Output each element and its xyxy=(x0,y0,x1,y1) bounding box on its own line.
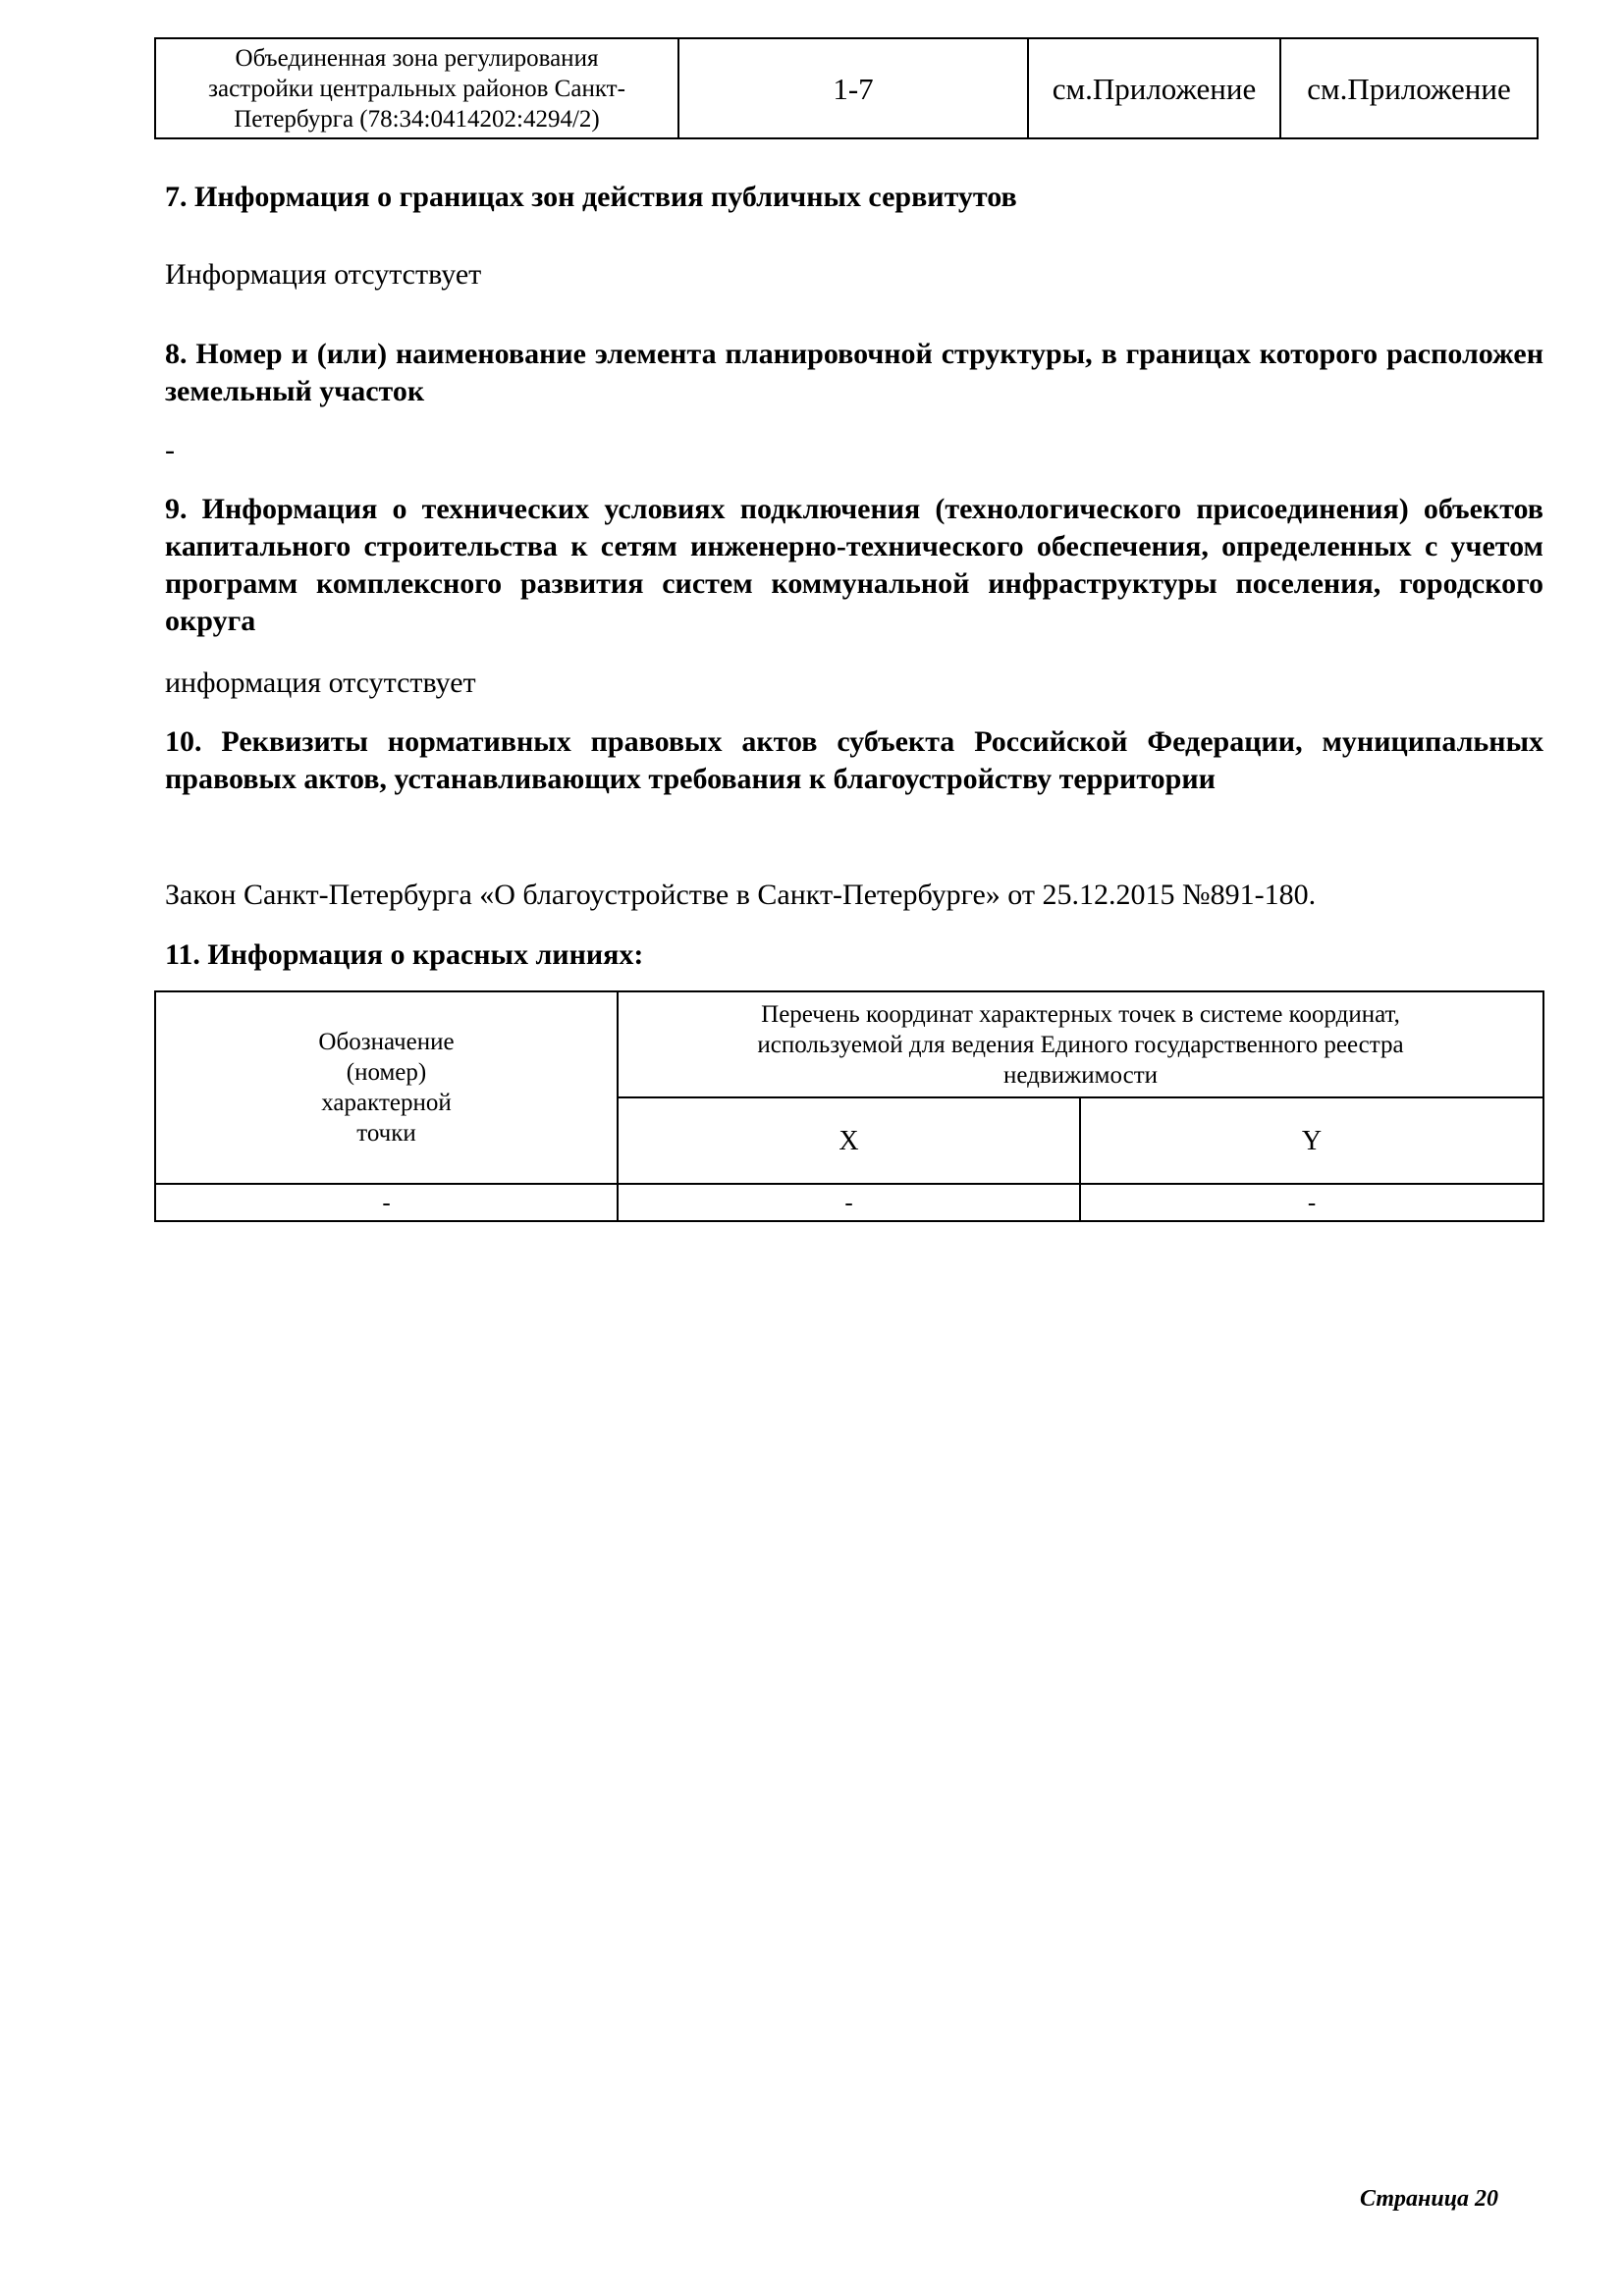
table-header-row xyxy=(155,991,1543,1097)
zone-name-line: застройки центральных районов Санкт- xyxy=(208,75,625,102)
header-x-cell: X xyxy=(618,1097,1080,1184)
header-coords-line: используемой для ведения Единого государственного реестра xyxy=(757,1031,1404,1058)
section-9-body: информация отсутствует xyxy=(165,667,476,699)
zone-parts-cell: 1-7 xyxy=(678,38,1028,138)
zone-table xyxy=(154,37,1539,139)
zone-name-cell xyxy=(155,38,678,138)
zone-name-line: Объединенная зона регулирования xyxy=(235,44,599,72)
header-point-line: Обозначение xyxy=(318,1029,455,1055)
header-y-cell: Y xyxy=(1080,1097,1543,1184)
point-cell: - xyxy=(155,1184,618,1221)
zone-name-line: Петербурга (78:34:0414202:4294/2) xyxy=(234,105,600,133)
section-7-heading: 7. Информация о границах зон действия публичных сервитутов xyxy=(165,181,1017,213)
section-10-heading: 10. Реквизиты нормативных правовых актов субъекта Российской Федерации, муниципальных правовых актов, устанавливающих требования к благоустройству территории xyxy=(165,725,1543,795)
table-row xyxy=(155,1184,1543,1221)
section-8-heading: 8. Номер и (или) наименование элемента планировочной структуры, в границах которого расположен земельный участок xyxy=(165,338,1543,407)
red-lines-table xyxy=(154,990,1544,1222)
table-row xyxy=(155,38,1538,138)
header-coords-line: недвижимости xyxy=(1002,1061,1159,1089)
y-cell: - xyxy=(1080,1184,1543,1221)
header-coords-line: Перечень координат характерных точек в системе координат, xyxy=(761,1000,1400,1028)
header-point-line: характерной xyxy=(321,1090,452,1116)
x-cell: - xyxy=(618,1184,1080,1221)
header-coords-cell xyxy=(618,991,1543,1097)
section-10-body: Закон Санкт-Петербурга «О благоустройстве в Санкт-Петербурге» от 25.12.2015 №891-180. xyxy=(165,879,1317,911)
header-point-line: (номер) xyxy=(346,1059,427,1086)
page-number: Страница 20 xyxy=(1360,2186,1499,2212)
section-9-heading: 9. Информация о технических условиях подключения (технологического присоединения) объектов капитального строительства к сетям инженерно-технического обеспечения, определенных с учетом программ комплексного развития систем коммунальной инфраструктуры поселения, городского округа xyxy=(165,493,1543,637)
section-8-body: - xyxy=(165,434,175,466)
header-point-cell xyxy=(155,991,618,1184)
section-11-heading: 11. Информация о красных линиях: xyxy=(165,938,644,971)
zone-col3-cell: см.Приложение xyxy=(1028,38,1280,138)
header-point-line: точки xyxy=(356,1120,416,1147)
zone-col4-cell: см.Приложение xyxy=(1280,38,1538,138)
section-7-body: Информация отсутствует xyxy=(165,258,482,291)
